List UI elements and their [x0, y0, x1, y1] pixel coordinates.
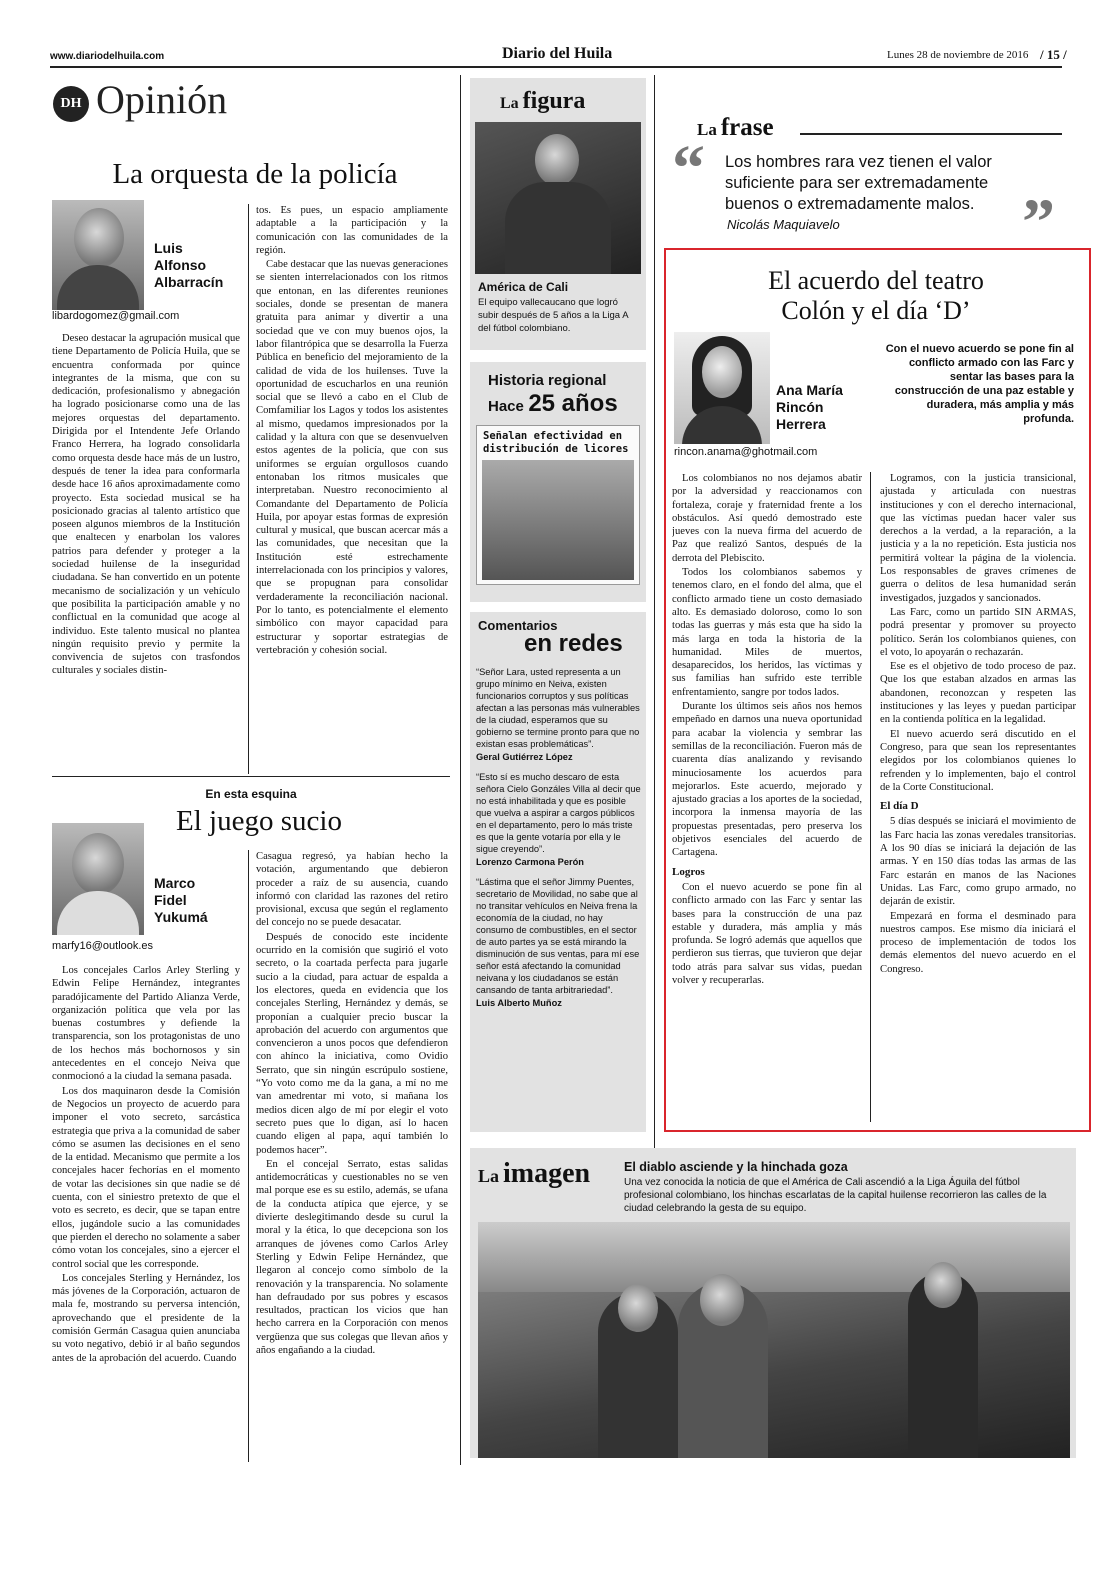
- article1-email: libardogomez@gmail.com: [52, 310, 180, 322]
- article3-column-1: Los colombianos no nos dejamos abatir por la adversidad y reaccionamos con fortaleza, coraje y fraternidad frente a los obstáculos. Así quedó demostrado este jueves con la nueva firma del acuerdo de Paz que realizó Santos, después de la derrota del Plebiscito. Todos los colombianos sabemos y tenemos claro, en el fondo del alma, que el conflicto armado tiene un costo demasiado alto. Es demasiado doloroso, como lo son todas las guerras y más esta que ha sido la más larga en toda la historia de la humanidad. Miles de muertos, desaparecidos, los heridos, las víctimas y sus familias han sufrido este terrible enfrentamiento, sangre por todos lados. Durante los últimos seis años nos hemos empeñado en darnos una nueva oportunidad para acabar la violencia y sembrar las semillas de la reconciliación. Fueron más de cuarenta días analizando y revisando minuciosamente los acuerdos para mejorarlos. Este acuerdo, mejorado y ajustado gracias a los aportes de la sociedad, incorpora la inmensa mayoría de las propuestas presentadas, pero preserva los objetivos esenciales del acuerdo de Cartagena. Logros Con el nuevo acuerdo se pone fin al conflicto armado con las Farc y sentar las bases para la construcción de una paz estable y duradera, más amplia y más profunda. Se logró además que aquellos que perdieron sus tierras, que tuvieron que dejar todo atrás para salvar sus vidas, puedan volver y recuperarlas.: [672, 473, 862, 986]
- page-date: Lunes 28 de noviembre de 2016: [887, 49, 1029, 61]
- article3-summary: Con el nuevo acuerdo se pone fin al conflicto armado con las Farc y sentar las bases para la construcción de una paz estable y duradera, más amplia y más profunda.: [885, 343, 1074, 425]
- frase-rule: [800, 133, 1062, 135]
- frase-quote: Los hombres rara vez tienen el valor suficiente para ser extremadamente buenos o extremadamente malos.: [725, 153, 992, 213]
- article1-column-2: tos. Es pues, un espacio ampliamente adaptable a la participación y la comunicación con las comunidades de la región. Cabe destacar que las nuevas generaciones se sienten interrelacionados con los ritmos que entonan, en las diferentes reuniones sociales, donde se presentan de manera gratuita para animar y divertir a una sociedad que ve con muy buenos ojos, la labor filantrópica que se desarrolla la Fuerza Pública en beneficio del mejoramiento de la calidad de vida de los huilenses. Tuve la oportunidad de escucharlos en una reunión social que se llevó a cabo en el Club de Comfamiliar los Lagos y todos los asistentes al mismo, quedamos impresionados por la calidad y la altura con que se desenvuelven estos agentes de la policía, que con sus uniformes se erguían orgullosos cuando entonaban los ritmos musicales que interpretaban. Nuestro reconocimiento al Comandante del Departamento de Policía Huila, por apoyar estas formas de expresión cultural y musical, que buscan acercar más a las comunidades, que necesitan que la Institución esté estrechamente interrelacionada con los principios y valores, que se propugnan para consolidar verdaderamente la reconciliación nacional. Por lo tanto, es potencialmente el elemento simbólico con mayor capacidad para estructurar y soportar estrategias de vertebración y cohesión social.: [256, 205, 448, 656]
- article3-title: El acuerdo del teatro Colón y el día ‘D’: [768, 266, 984, 325]
- open-quote-icon: “: [672, 132, 705, 205]
- newspaper-name: Diario del Huila: [502, 45, 613, 62]
- redes-comment: “Señor Lara, usted representa a un grupo mínimo en Neiva, existen funcionarios corruptos y sus políticas afectan a las personas más vulnerables de la ciudad, esperamos que su gobierno se termine pronto para que no existan esas problemáticas”. Geral Gutiérrez López: [476, 667, 640, 762]
- article2-column-rule: [248, 850, 249, 1462]
- article1-title: La orquesta de la policía: [112, 158, 398, 190]
- article2-author-photo: [52, 823, 144, 935]
- figura-caption: El equipo vallecaucano que logró subir después de 5 años a la Liga A del fútbol colombiano.: [478, 297, 629, 334]
- close-quote-icon: ”: [1022, 186, 1055, 259]
- article3-author-photo: [674, 332, 770, 444]
- historia-clipping: [476, 425, 640, 585]
- article2-column-2: Casagua regresó, ya habían hecho la votación, argumentando que debieron proceder a raíz de su ausencia, cuando informó con claridad las razones del retiro provisional, excusa que según el reglamento del concejo no se puede desacatar. Después de conocido este incidente ocurrido en la comisión que sugirió el voto secreto, o la coartada perfecta para jugarle sucio a la ciudad, para actuar de espalda a los electores, queda en evidencia que los concejales Sterling, Hernández y demás, se proponían a cualquier precio buscar la aprobación del acuerdo con argumentos que convencieron a unos pocos que defendieron con ahínco la iniciativa, como Ovidio Serrato, que sin ningún escrúpulo sostiene, “Yo voto como me da la gana, a mí no me van amedrentar mi voto, si mañana los medios dicen algo de mí por elegir el voto secreto pues que lo digan, así lo hacen cuando eligen al papa, aquí también lo podemos hacer”. En el concejal Serrato, estas salidas antidemocráticas y cuestionables no se ven mal porque ese es su estilo, además, se ufana de la conducta atípica que ejerce, y se divierte deslegitimando desde su curul la moral y la ética, lo que decepciona son los arranques de jóvenes como Carlos Arley Sterling y Edwin Felipe Hernández, que llegaron al concejo como símbolo de la renovación y la transparencia. No solamente han defraudado por sus pobres y escasos resultados, practican los vicios que han hecho carrera en la Corporación con menos vergüenza que sus colegas que llevan años y años engañando a la ciudad.: [256, 851, 448, 1356]
- article3-column-rule: [870, 472, 871, 1122]
- article1-author-photo: [52, 200, 144, 310]
- frase-author: Nicolás Maquiavelo: [727, 217, 840, 232]
- article2-email: marfy16@outlook.es: [52, 940, 154, 952]
- figura-caption-title: América de Cali: [478, 280, 569, 294]
- article-separator: [52, 776, 450, 777]
- article2-column-1: Los concejales Carlos Arley Sterling y Edwin Felipe Hernández, integrantes paradójicamente del Partido Alianza Verde, organización política que vela por las buenas costumbres y defiende la transparencia, son los protagonistas de uno de los hechos más bochornosos y sin antecedentes en el concejo Neiva que conmocionó a la ciudad la semana pasada. Los dos maquinaron desde la Comisión de Negocios un proyecto de acuerdo para imponer el voto secreto, sarcástica estrategia que priva a la comunidad de saber cómo se asumen las decisiones en el seno de la entidad. Mecanismo que permite a los concejales hacer fechorías en el momento de votar las decisiones sin que nadie se dé cuenta, con el siniestro pretexto de que el voto es secreto, es decir, que se tapan entre ellos, jugándole sucio a las comunidades que pierden el derecho no solamente a saber cómo votan los concejales, sino a ejercer el control social que les corresponde. Los concejales Sterling y Hernández, los más jóvenes de la Corporación, actuaron de mala fe, mostrando su perversa intención, aprovechando que el presidente de la comisión Germán Casagua quien anunciaba su voto negativo, debió ir al baño segundos antes de la aprobación del acuerdo. Cuando: [52, 965, 240, 1364]
- header-rule: [50, 66, 1062, 68]
- frase-heading: La frase: [697, 114, 774, 141]
- redes-comment: “Esto sí es mucho descaro de esta señora Cielo Gonzáles Villa al decir que no está inhabilitada y que es posible que vuelva a aspirar a cargos públicos en el departamento, pero lo más triste es que la gente votaría por ella y le sigue creyendo”. Lorenzo Carmona Perón: [476, 772, 641, 867]
- article1-author: Luis Alfonso Albarracín: [154, 240, 224, 290]
- figura-photo: [475, 122, 641, 274]
- article3-author: Ana María Rincón Herrera: [776, 382, 843, 432]
- article3-column-2: Logramos, con la justicia transicional, ajustada y articulada con nuestras instituciones y con el derecho internacional, que las víctimas puedan hacer valer sus derechos a la verdad, a la reparación, a la justicia y a la no repetición. Esta justicia nos permitirá voltear la página de la violencia. Los responsables de graves crímenes de guerra o delitos de lesa humanidad serán investigados, juzgados y sancionados. Las Farc, como un partido SIN ARMAS, podrá presentar y promover su proyecto político. Serán los colombianos quienes, con el voto, lo apoyarán o rechazarán. Ese es el objetivo de todo proceso de paz. Que los que estaban alzados en armas las abandonen, reconozcan y respeten las instituciones y las leyes y puedan participar en la contienda política en la legalidad. El nuevo acuerdo será discutido en el Congreso, para que sean los representantes elegidos por los colombianos quienes lo refrenden y lo implementen, bajo el control de la Corte Constitucional. El día D 5 días después se iniciará el movimiento de las Farc hacia las zonas veredales transitorias. A los 90 días se iniciará la dejación de las armas. Y en 150 días todas las armas de las Farc estarán en manos de las Naciones Unidas. Las Farc, como grupo armado, no dejarán de existir. Empezará en forma el desminado para nuestros campos. Ese mismo día iniciará el proceso de implementación de todos los demás elementos del nuevo acuerdo en el Congreso.: [880, 473, 1076, 975]
- historia-clip-photo: [482, 460, 634, 580]
- page-number: / 15 /: [1040, 47, 1067, 62]
- imagen-caption: Una vez conocida la noticia de que el América de Cali ascendió a la Liga Águila del fútbol profesional colombiano, los hinchas escarlatas de la capital huilense recorrieron las calles de la ciudad celebrando la gesta de su equipo.: [624, 1177, 1047, 1214]
- redes-comment: “Lástima que el señor Jimmy Puentes, secretario de Movilidad, no sabe que al no transitar vehículos en Neiva frena la economía de la ciudad, no hay consumo de combustibles, en el sector de auto partes ya se está mirando la disminución de sus ventas, para mí ese señor está afectando la comunidad neivana y los ciudadanos se están cansando de tanta arbitrariedad”. Luis Alberto Muñoz: [476, 877, 640, 1008]
- article2-author: Marco Fidel Yukumá: [154, 875, 208, 925]
- redes-prefix: Comentarios: [478, 618, 558, 633]
- redes-title: en redes: [524, 630, 623, 657]
- imagen-photo: [478, 1222, 1070, 1458]
- historia-years: Hace 25 años: [488, 390, 618, 417]
- website-url: www.diariodelhuila.com: [50, 51, 165, 62]
- article2-title: El juego sucio: [176, 805, 342, 837]
- section-logo: DH: [53, 86, 89, 122]
- imagen-headline: El diablo asciende y la hinchada goza: [624, 1160, 848, 1174]
- figura-heading: La figura: [500, 88, 586, 114]
- redes-comments: [476, 666, 642, 1017]
- article1-column-1: Deseo destacar la agrupación musical que tiene Departamento de Policía Huila, que se encuentra conformada por quince integrantes de la misma, que con su dedicación, profesionalismo y abnegación ha logrado posicionarse como una de las mejores orquestas del departamento. Dirigida por el Intendente Jefe Orlando Franco Herrera, ha logrado consolidarla como orquesta desde hace más de un lustro, después de tener la idea para conformarla desde hace 16 años aproximadamente como proyecto. Esta sociedad musical se ha posicionado gracias al talento artístico que poseen algunos miembros de la Institución que enaltecen y enarbolan los valores patrios para defender y proteger a la sociedad huilense de la inseguridad ciudadana. Se han convertido en un potente mecanismo de socialización y un vehículo que posibilita la participación amable y no conflictual en la comunidad que acoge al individuo. Este talento musical no plantea ningún requisito previo y permite la convivencia de sujetos con trasfondos culturales y sociales distin-: [52, 333, 240, 677]
- article2-kicker: En esta esquina: [205, 787, 297, 801]
- section-title: Opinión: [96, 77, 228, 122]
- historia-clip-headline: Señalan efectividad en distribución de licores: [483, 430, 629, 455]
- article3-email: rincon.anama@ghotmail.com: [674, 446, 818, 458]
- imagen-heading: La imagen: [478, 1158, 591, 1189]
- middle-right-rule: [654, 75, 655, 1155]
- middle-left-rule: [460, 75, 461, 1465]
- historia-title: Historia regional: [488, 372, 607, 389]
- article1-column-rule: [248, 204, 249, 774]
